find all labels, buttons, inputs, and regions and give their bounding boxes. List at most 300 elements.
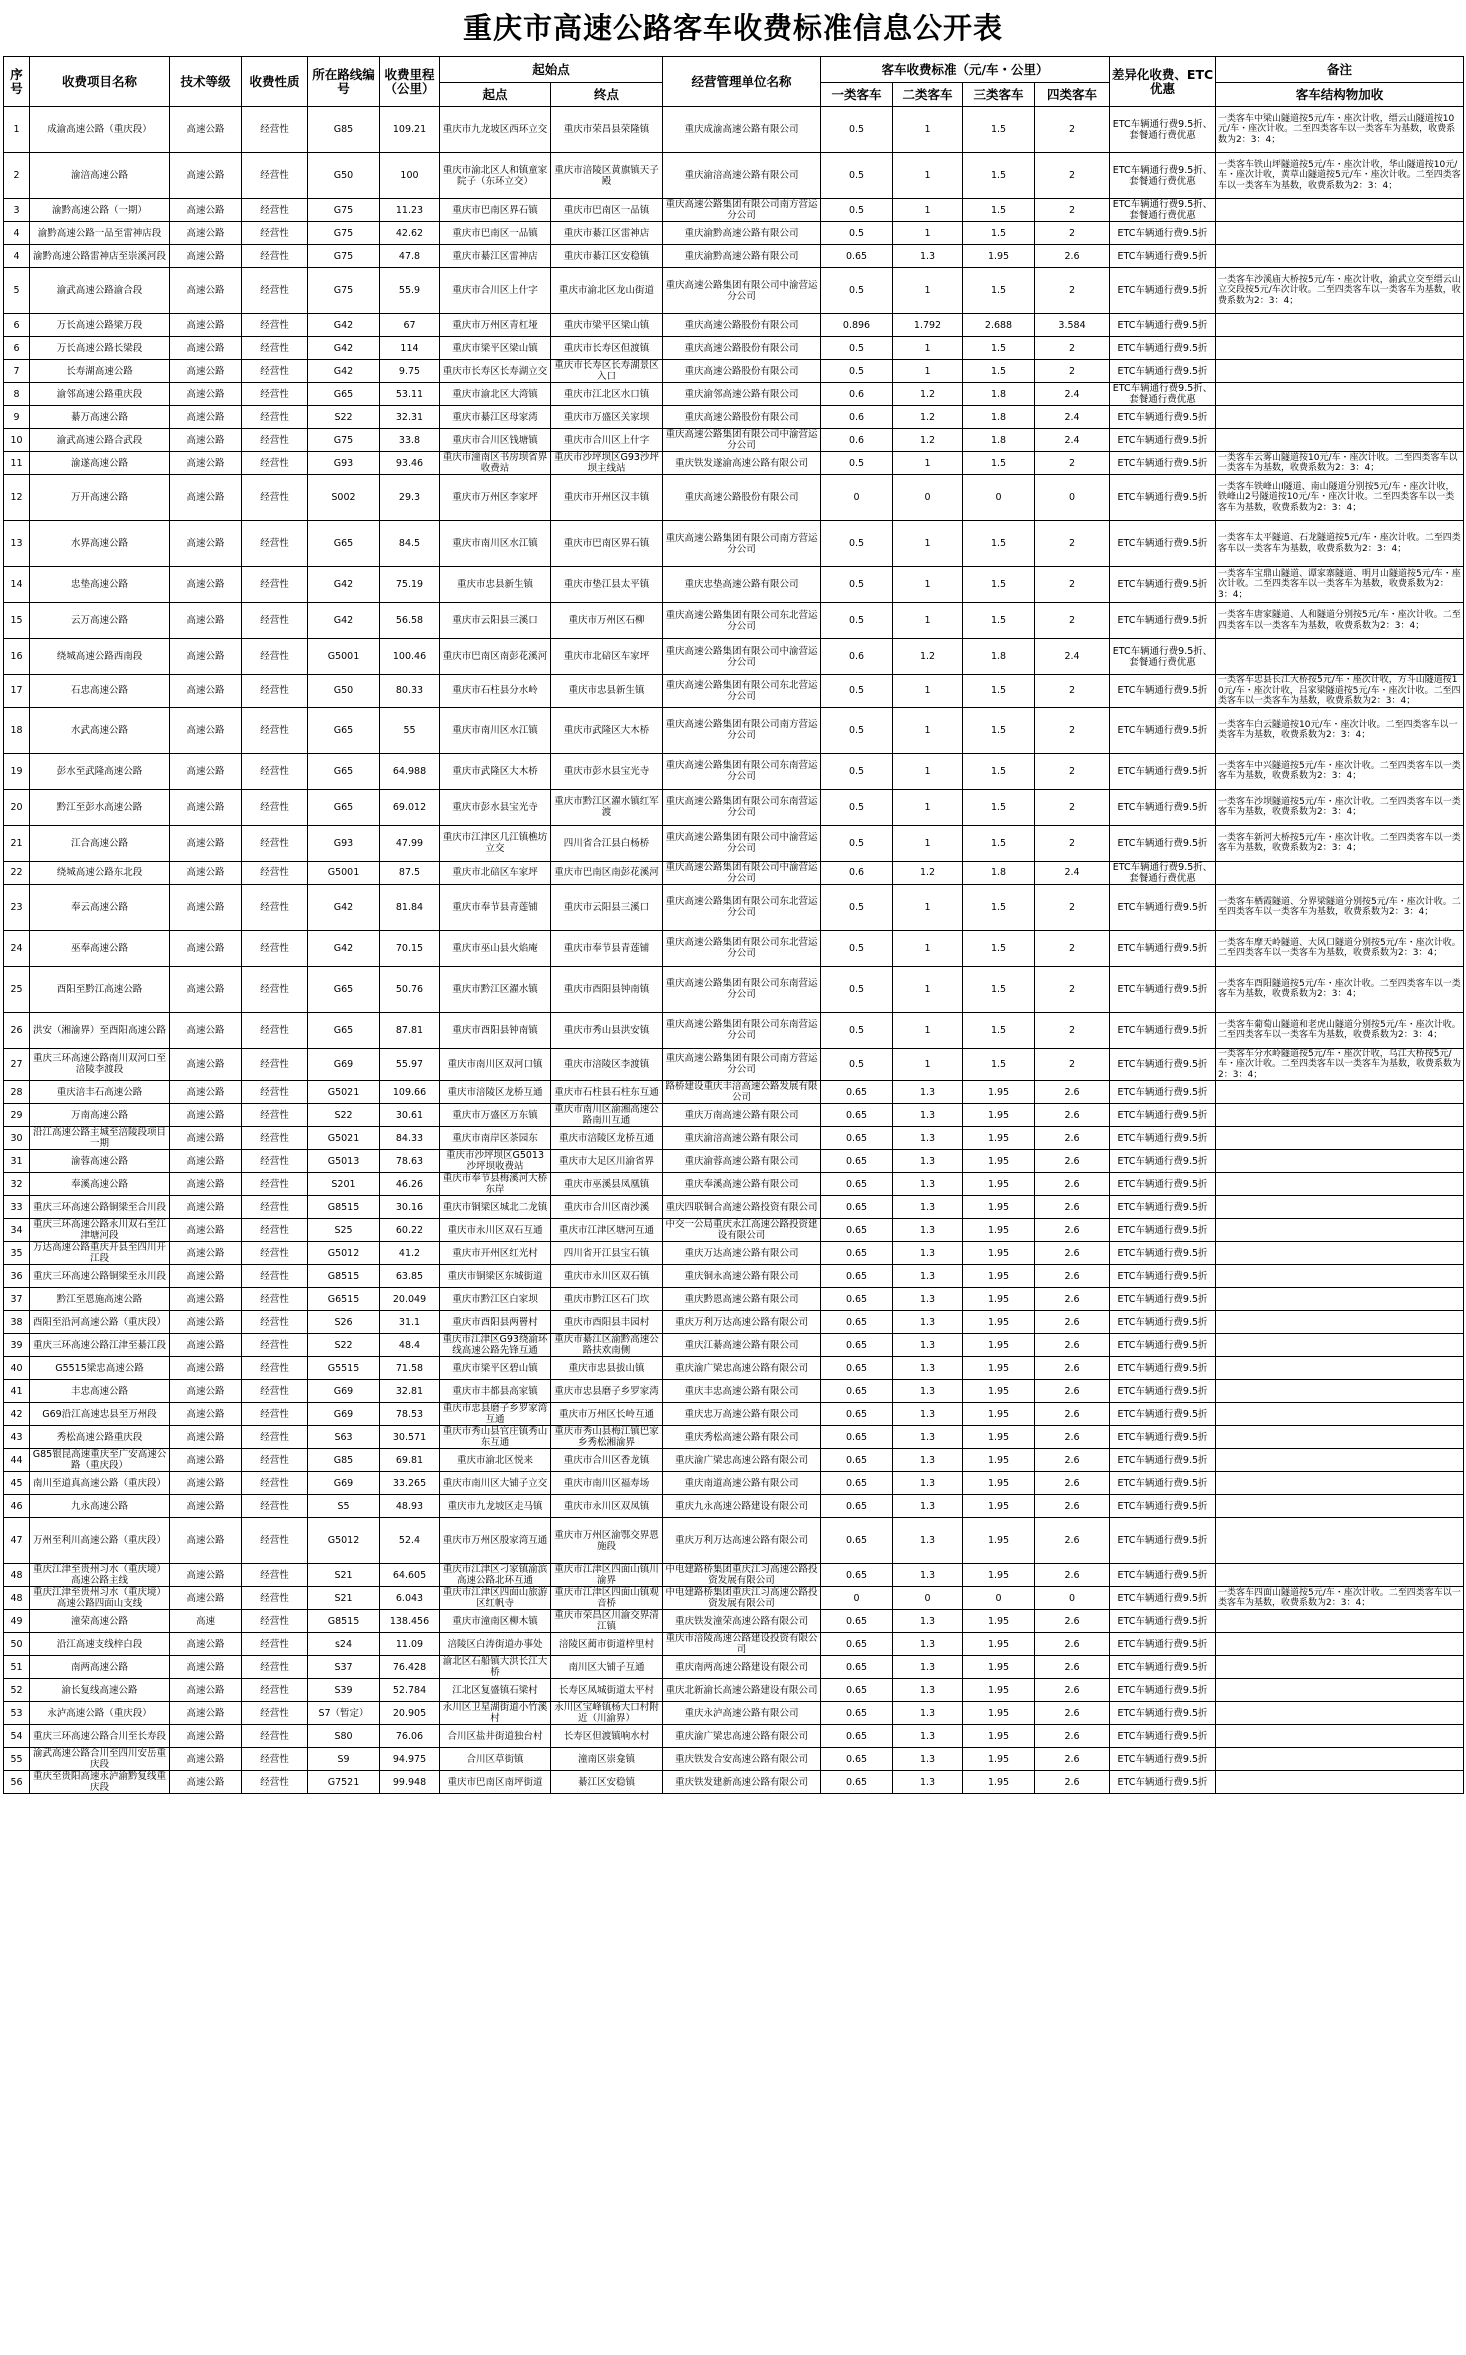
class1-fee-cell: 0.896 <box>821 314 893 337</box>
discount-cell: ETC车辆通行费9.5折、套餐通行费优惠 <box>1110 639 1216 675</box>
route-cell: G42 <box>308 337 380 360</box>
seq-cell: 33 <box>4 1196 30 1219</box>
class4-fee-cell: 2 <box>1035 707 1110 753</box>
surcharge-note-cell <box>1216 1403 1464 1426</box>
surcharge-note-cell <box>1216 1656 1464 1679</box>
name-cell: 重庆涪丰石高速公路 <box>30 1081 170 1104</box>
length-cell: 78.63 <box>380 1150 440 1173</box>
class1-fee-cell: 0.5 <box>821 268 893 314</box>
grade-cell: 高速公路 <box>170 383 242 406</box>
class3-fee-cell: 1.95 <box>963 245 1035 268</box>
length-cell: 138.456 <box>380 1610 440 1633</box>
length-cell: 32.31 <box>380 406 440 429</box>
seq-cell: 22 <box>4 861 30 884</box>
operator-cell: 中交一公局重庆永江高速公路投资建设有限公司 <box>663 1219 821 1242</box>
nature-cell: 经营性 <box>242 1196 308 1219</box>
seq-cell: 18 <box>4 707 30 753</box>
length-cell: 29.3 <box>380 475 440 521</box>
route-cell: G50 <box>308 153 380 199</box>
end-cell: 重庆市合川区香龙镇 <box>551 1449 663 1472</box>
class3-fee-cell: 1.5 <box>963 825 1035 861</box>
length-cell: 109.21 <box>380 107 440 153</box>
name-cell: 重庆三环高速公路江津至綦江段 <box>30 1334 170 1357</box>
name-cell: 秀松高速公路重庆段 <box>30 1426 170 1449</box>
nature-cell: 经营性 <box>242 1242 308 1265</box>
class4-fee-cell: 2 <box>1035 153 1110 199</box>
class3-fee-cell: 1.95 <box>963 1771 1035 1794</box>
name-cell: 黔江至恩施高速公路 <box>30 1288 170 1311</box>
table-row <box>4 1081 1464 1104</box>
class4-fee-cell: 2 <box>1035 825 1110 861</box>
grade-cell: 高速公路 <box>170 1196 242 1219</box>
route-cell: G75 <box>308 199 380 222</box>
start-cell: 重庆市江津区G93绕渝环线高速公路先锋互通 <box>440 1334 551 1357</box>
route-cell: G42 <box>308 314 380 337</box>
name-cell: 渝武高速公路渝合段 <box>30 268 170 314</box>
length-cell: 76.428 <box>380 1656 440 1679</box>
table-row <box>4 1219 1464 1242</box>
grade-cell: 高速公路 <box>170 1311 242 1334</box>
seq-cell: 28 <box>4 1081 30 1104</box>
route-cell: G65 <box>308 1012 380 1048</box>
surcharge-note-cell <box>1216 1242 1464 1265</box>
route-cell: G5013 <box>308 1150 380 1173</box>
start-cell: 重庆市江津区几江镇樵坊立交 <box>440 825 551 861</box>
name-cell: 水界高速公路 <box>30 521 170 567</box>
seq-cell: 8 <box>4 383 30 406</box>
table-row <box>4 1127 1464 1150</box>
end-cell: 重庆市江津区四面山镇观音桥 <box>551 1587 663 1610</box>
class4-fee-cell: 2.6 <box>1035 1449 1110 1472</box>
length-cell: 87.5 <box>380 861 440 884</box>
table-row <box>4 314 1464 337</box>
name-cell: 万开高速公路 <box>30 475 170 521</box>
grade-cell: 高速公路 <box>170 861 242 884</box>
length-cell: 48.4 <box>380 1334 440 1357</box>
table-row <box>4 245 1464 268</box>
class1-fee-cell: 0.65 <box>821 1288 893 1311</box>
class1-fee-cell: 0.5 <box>821 753 893 789</box>
seq-cell: 16 <box>4 639 30 675</box>
length-cell: 50.76 <box>380 966 440 1012</box>
end-cell: 重庆市巴南区一品镇 <box>551 199 663 222</box>
class2-fee-cell: 1.3 <box>893 1081 963 1104</box>
class2-fee-cell: 1 <box>893 360 963 383</box>
discount-cell: ETC车辆通行费9.5折 <box>1110 1610 1216 1633</box>
class4-fee-cell: 2.6 <box>1035 1610 1110 1633</box>
seq-cell: 48 <box>4 1587 30 1610</box>
table-row <box>4 861 1464 884</box>
grade-cell: 高速公路 <box>170 1656 242 1679</box>
seq-cell: 34 <box>4 1219 30 1242</box>
end-cell: 重庆市万盛区关家坝 <box>551 406 663 429</box>
grade-cell: 高速公路 <box>170 1357 242 1380</box>
nature-cell: 经营性 <box>242 383 308 406</box>
class3-fee-cell: 1.5 <box>963 675 1035 708</box>
class1-fee-cell: 0.5 <box>821 884 893 930</box>
discount-cell: ETC车辆通行费9.5折 <box>1110 753 1216 789</box>
class4-fee-cell: 2.6 <box>1035 1426 1110 1449</box>
name-cell: 渝涪高速公路 <box>30 153 170 199</box>
class4-fee-cell: 2 <box>1035 789 1110 825</box>
class1-fee-cell: 0.65 <box>821 1104 893 1127</box>
grade-cell: 高速公路 <box>170 603 242 639</box>
class4-fee-cell: 2.6 <box>1035 1311 1110 1334</box>
class1-fee-cell: 0.5 <box>821 567 893 603</box>
class3-fee-cell: 1.95 <box>963 1104 1035 1127</box>
grade-cell: 高速公路 <box>170 314 242 337</box>
name-cell: 万长高速公路长梁段 <box>30 337 170 360</box>
class4-fee-cell: 2.6 <box>1035 1518 1110 1564</box>
start-cell: 重庆市奉节县梅溪河大桥东岸 <box>440 1173 551 1196</box>
surcharge-note-cell <box>1216 222 1464 245</box>
nature-cell: 经营性 <box>242 789 308 825</box>
class3-fee-cell: 1.95 <box>963 1633 1035 1656</box>
start-cell: 涪陵区白涛街道办事处 <box>440 1633 551 1656</box>
class4-fee-cell: 2.6 <box>1035 1472 1110 1495</box>
class4-fee-cell: 2 <box>1035 567 1110 603</box>
class1-fee-cell: 0.65 <box>821 1679 893 1702</box>
class4-fee-cell: 2 <box>1035 337 1110 360</box>
class1-fee-cell: 0.5 <box>821 153 893 199</box>
class4-fee-cell: 2.6 <box>1035 1127 1110 1150</box>
header-discount: 差异化收费、ETC优惠 <box>1110 57 1216 107</box>
discount-cell: ETC车辆通行费9.5折 <box>1110 1012 1216 1048</box>
table-row <box>4 268 1464 314</box>
route-cell: S39 <box>308 1679 380 1702</box>
class3-fee-cell: 1.8 <box>963 861 1035 884</box>
start-cell: 永川区卫星湖街道小竹溪村 <box>440 1702 551 1725</box>
operator-cell: 重庆渝蓉高速公路有限公司 <box>663 1150 821 1173</box>
end-cell: 綦江区安稳镇 <box>551 1771 663 1794</box>
class4-fee-cell: 2.6 <box>1035 1173 1110 1196</box>
class4-fee-cell: 2 <box>1035 199 1110 222</box>
nature-cell: 经营性 <box>242 1048 308 1081</box>
table-row <box>4 1357 1464 1380</box>
name-cell: 渝武高速公路合武段 <box>30 429 170 452</box>
class1-fee-cell: 0.5 <box>821 521 893 567</box>
operator-cell: 重庆铜永高速公路有限公司 <box>663 1265 821 1288</box>
discount-cell: ETC车辆通行费9.5折 <box>1110 1495 1216 1518</box>
class3-fee-cell: 1.95 <box>963 1081 1035 1104</box>
route-cell: G5012 <box>308 1242 380 1265</box>
header-class1: 一类客车 <box>821 83 893 107</box>
surcharge-note-cell: 一类客车铁山坪隧道按5元/车・座次计收，华山隧道按10元/车・座次计收，黄草山隧道按5元/车・座次计收。二至四类客车以一类客车为基数，收费系数为2：3：4； <box>1216 153 1464 199</box>
nature-cell: 经营性 <box>242 639 308 675</box>
start-cell: 重庆市万州区李家坪 <box>440 475 551 521</box>
class1-fee-cell: 0.65 <box>821 1472 893 1495</box>
end-cell: 重庆市黔江区濯水镇红军渡 <box>551 789 663 825</box>
discount-cell: ETC车辆通行费9.5折 <box>1110 1048 1216 1081</box>
class3-fee-cell: 1.95 <box>963 1127 1035 1150</box>
name-cell: 渝长复线高速公路 <box>30 1679 170 1702</box>
nature-cell: 经营性 <box>242 475 308 521</box>
class1-fee-cell: 0.5 <box>821 930 893 966</box>
class1-fee-cell: 0.5 <box>821 675 893 708</box>
route-cell: G65 <box>308 383 380 406</box>
start-cell: 重庆市黔江区白家坝 <box>440 1288 551 1311</box>
class1-fee-cell: 0.65 <box>821 1173 893 1196</box>
nature-cell: 经营性 <box>242 521 308 567</box>
operator-cell: 重庆渝涪高速公路有限公司 <box>663 1127 821 1150</box>
name-cell: 渝邻高速公路重庆段 <box>30 383 170 406</box>
length-cell: 109.66 <box>380 1081 440 1104</box>
class3-fee-cell: 1.95 <box>963 1311 1035 1334</box>
name-cell: 沿江高速公路主城至涪陵段项目一期 <box>30 1127 170 1150</box>
name-cell: 重庆江津至贵州习水（重庆境）高速公路主线 <box>30 1564 170 1587</box>
grade-cell: 高速公路 <box>170 1633 242 1656</box>
operator-cell: 重庆丰忠高速公路有限公司 <box>663 1380 821 1403</box>
end-cell: 重庆市荣昌县荣隆镇 <box>551 107 663 153</box>
name-cell: 万长高速公路梁万段 <box>30 314 170 337</box>
surcharge-note-cell <box>1216 1633 1464 1656</box>
start-cell: 重庆市潼南区书房坝省界收费站 <box>440 452 551 475</box>
class2-fee-cell: 1.3 <box>893 1127 963 1150</box>
seq-cell: 21 <box>4 825 30 861</box>
nature-cell: 经营性 <box>242 153 308 199</box>
route-cell: G65 <box>308 966 380 1012</box>
header-class3: 三类客车 <box>963 83 1035 107</box>
class1-fee-cell: 0.65 <box>821 1518 893 1564</box>
table-row <box>4 475 1464 521</box>
end-cell: 潼南区崇龛镇 <box>551 1748 663 1771</box>
name-cell: 重庆三环高速公路南川双河口至涪陵李渡段 <box>30 1048 170 1081</box>
class2-fee-cell: 1 <box>893 153 963 199</box>
surcharge-note-cell <box>1216 1173 1464 1196</box>
class2-fee-cell: 1 <box>893 107 963 153</box>
class4-fee-cell: 2.6 <box>1035 1334 1110 1357</box>
class1-fee-cell: 0.6 <box>821 861 893 884</box>
name-cell: 万南高速公路 <box>30 1104 170 1127</box>
name-cell: 潼荣高速公路 <box>30 1610 170 1633</box>
table-row <box>4 1679 1464 1702</box>
class3-fee-cell: 1.5 <box>963 789 1035 825</box>
operator-cell: 重庆高速公路股份有限公司 <box>663 337 821 360</box>
grade-cell: 高速公路 <box>170 1702 242 1725</box>
end-cell: 重庆市忠县新生镇 <box>551 675 663 708</box>
class3-fee-cell: 1.95 <box>963 1564 1035 1587</box>
end-cell: 南川区大铺子互通 <box>551 1656 663 1679</box>
route-cell: G42 <box>308 930 380 966</box>
class3-fee-cell: 1.95 <box>963 1426 1035 1449</box>
end-cell: 重庆市石柱县石柱东互通 <box>551 1081 663 1104</box>
route-cell: G42 <box>308 567 380 603</box>
discount-cell: ETC车辆通行费9.5折、套餐通行费优惠 <box>1110 199 1216 222</box>
grade-cell: 高速公路 <box>170 1771 242 1794</box>
end-cell: 重庆市巴南区南彭花溪河 <box>551 861 663 884</box>
class2-fee-cell: 1 <box>893 966 963 1012</box>
name-cell: 石忠高速公路 <box>30 675 170 708</box>
surcharge-note-cell <box>1216 1748 1464 1771</box>
surcharge-note-cell: 一类客车唐家隧道、人和隧道分别按5元/车・座次计收。二至四类客车以一类客车为基数，收费系数为2：3：4； <box>1216 603 1464 639</box>
class4-fee-cell: 2.6 <box>1035 1748 1110 1771</box>
class3-fee-cell: 1.95 <box>963 1357 1035 1380</box>
operator-cell: 重庆高速公路集团有限公司中渝营运分公司 <box>663 825 821 861</box>
route-cell: S37 <box>308 1656 380 1679</box>
class4-fee-cell: 2 <box>1035 753 1110 789</box>
nature-cell: 经营性 <box>242 1518 308 1564</box>
surcharge-note-cell <box>1216 1449 1464 1472</box>
surcharge-note-cell <box>1216 1771 1464 1794</box>
class4-fee-cell: 0 <box>1035 475 1110 521</box>
start-cell: 重庆市巴南区南彭花溪河 <box>440 639 551 675</box>
table-row <box>4 1725 1464 1748</box>
length-cell: 100.46 <box>380 639 440 675</box>
route-cell: S201 <box>308 1173 380 1196</box>
grade-cell: 高速公路 <box>170 1150 242 1173</box>
name-cell: 重庆三环高速公路合川至长寿段 <box>30 1725 170 1748</box>
start-cell: 重庆市酉阳县两罾村 <box>440 1311 551 1334</box>
table-row <box>4 1334 1464 1357</box>
seq-cell: 52 <box>4 1679 30 1702</box>
start-cell: 重庆市忠县磨子乡罗家湾互通 <box>440 1403 551 1426</box>
class2-fee-cell: 1.3 <box>893 1656 963 1679</box>
nature-cell: 经营性 <box>242 1495 308 1518</box>
nature-cell: 经营性 <box>242 1127 308 1150</box>
end-cell: 重庆市南川区福寿场 <box>551 1472 663 1495</box>
nature-cell: 经营性 <box>242 314 308 337</box>
table-row <box>4 707 1464 753</box>
end-cell: 重庆市万州区石柳 <box>551 603 663 639</box>
class4-fee-cell: 2.6 <box>1035 1104 1110 1127</box>
nature-cell: 经营性 <box>242 1679 308 1702</box>
class3-fee-cell: 1.95 <box>963 1518 1035 1564</box>
operator-cell: 重庆高速公路集团有限公司中渝营运分公司 <box>663 268 821 314</box>
seq-cell: 50 <box>4 1633 30 1656</box>
grade-cell: 高速公路 <box>170 1288 242 1311</box>
seq-cell: 1 <box>4 107 30 153</box>
nature-cell: 经营性 <box>242 1472 308 1495</box>
discount-cell: ETC车辆通行费9.5折 <box>1110 1679 1216 1702</box>
class1-fee-cell: 0.5 <box>821 107 893 153</box>
name-cell: 酉阳至沿河高速公路（重庆段） <box>30 1311 170 1334</box>
nature-cell: 经营性 <box>242 1380 308 1403</box>
length-cell: 81.84 <box>380 884 440 930</box>
class1-fee-cell: 0.65 <box>821 1127 893 1150</box>
length-cell: 55.9 <box>380 268 440 314</box>
class1-fee-cell: 0.65 <box>821 1495 893 1518</box>
end-cell: 重庆市涪陵区李渡镇 <box>551 1048 663 1081</box>
grade-cell: 高速公路 <box>170 1518 242 1564</box>
grade-cell: 高速公路 <box>170 475 242 521</box>
length-cell: 11.23 <box>380 199 440 222</box>
nature-cell: 经营性 <box>242 1702 308 1725</box>
seq-cell: 11 <box>4 452 30 475</box>
surcharge-note-cell <box>1216 406 1464 429</box>
class1-fee-cell: 0.65 <box>821 1334 893 1357</box>
surcharge-note-cell <box>1216 1150 1464 1173</box>
class4-fee-cell: 2 <box>1035 222 1110 245</box>
class4-fee-cell: 2.6 <box>1035 245 1110 268</box>
surcharge-note-cell <box>1216 1495 1464 1518</box>
operator-cell: 重庆高速公路集团有限公司中渝营运分公司 <box>663 639 821 675</box>
name-cell: 彭水至武隆高速公路 <box>30 753 170 789</box>
class2-fee-cell: 1.2 <box>893 639 963 675</box>
class1-fee-cell: 0 <box>821 1587 893 1610</box>
operator-cell: 重庆高速公路集团有限公司东南营运分公司 <box>663 966 821 1012</box>
seq-cell: 2 <box>4 153 30 199</box>
seq-cell: 48 <box>4 1564 30 1587</box>
nature-cell: 经营性 <box>242 222 308 245</box>
end-cell: 重庆市梁平区梁山镇 <box>551 314 663 337</box>
length-cell: 31.1 <box>380 1311 440 1334</box>
table-row <box>4 107 1464 153</box>
start-cell: 重庆市巴南区南坪街道 <box>440 1771 551 1794</box>
class3-fee-cell: 1.95 <box>963 1173 1035 1196</box>
class4-fee-cell: 2 <box>1035 1048 1110 1081</box>
class4-fee-cell: 2 <box>1035 603 1110 639</box>
surcharge-note-cell <box>1216 429 1464 452</box>
discount-cell: ETC车辆通行费9.5折 <box>1110 1656 1216 1679</box>
grade-cell: 高速公路 <box>170 639 242 675</box>
route-cell: S22 <box>308 1334 380 1357</box>
class4-fee-cell: 2 <box>1035 452 1110 475</box>
name-cell: G5515梁忠高速公路 <box>30 1357 170 1380</box>
seq-cell: 47 <box>4 1518 30 1564</box>
start-cell: 渝北区石船镇大洪长江大桥 <box>440 1656 551 1679</box>
operator-cell: 中电建路桥集团重庆江习高速公路投资发展有限公司 <box>663 1564 821 1587</box>
table-row <box>4 567 1464 603</box>
table-row <box>4 789 1464 825</box>
class4-fee-cell: 2.6 <box>1035 1081 1110 1104</box>
surcharge-note-cell <box>1216 1357 1464 1380</box>
start-cell: 重庆市合川区上什字 <box>440 268 551 314</box>
grade-cell: 高速公路 <box>170 360 242 383</box>
name-cell: 黔江至彭水高速公路 <box>30 789 170 825</box>
route-cell: G65 <box>308 521 380 567</box>
start-cell: 重庆市南川区水江镇 <box>440 707 551 753</box>
name-cell: G85银昆高速重庆至广安高速公路（重庆段） <box>30 1449 170 1472</box>
surcharge-note-cell <box>1216 1196 1464 1219</box>
class3-fee-cell: 1.5 <box>963 452 1035 475</box>
seq-cell: 4 <box>4 245 30 268</box>
operator-cell: 重庆高速公路集团有限公司南方营运分公司 <box>663 1048 821 1081</box>
operator-cell: 重庆渝邻高速公路有限公司 <box>663 383 821 406</box>
class2-fee-cell: 1.3 <box>893 1219 963 1242</box>
start-cell: 重庆市南川区水江镇 <box>440 521 551 567</box>
class4-fee-cell: 2.6 <box>1035 1495 1110 1518</box>
table-row <box>4 1610 1464 1633</box>
seq-cell: 5 <box>4 268 30 314</box>
class2-fee-cell: 1.3 <box>893 1173 963 1196</box>
surcharge-note-cell <box>1216 861 1464 884</box>
length-cell: 11.09 <box>380 1633 440 1656</box>
operator-cell: 重庆铁发合安高速公路有限公司 <box>663 1748 821 1771</box>
end-cell: 重庆市开州区汉丰镇 <box>551 475 663 521</box>
nature-cell: 经营性 <box>242 1081 308 1104</box>
nature-cell: 经营性 <box>242 930 308 966</box>
route-cell: S7（暂定） <box>308 1702 380 1725</box>
length-cell: 6.043 <box>380 1587 440 1610</box>
seq-cell: 54 <box>4 1725 30 1748</box>
end-cell: 重庆市长寿区长寿湖景区入口 <box>551 360 663 383</box>
operator-cell: 重庆高速公路集团有限公司东南营运分公司 <box>663 789 821 825</box>
nature-cell: 经营性 <box>242 1334 308 1357</box>
route-cell: G42 <box>308 360 380 383</box>
surcharge-note-cell: 一类客车云雾山隧道按10元/车・座次计收。二至四类客车以一类客车为基数，收费系数为2：3：4； <box>1216 452 1464 475</box>
route-cell: S5 <box>308 1495 380 1518</box>
class2-fee-cell: 1.3 <box>893 1196 963 1219</box>
class2-fee-cell: 1.3 <box>893 1288 963 1311</box>
discount-cell: ETC车辆通行费9.5折 <box>1110 1311 1216 1334</box>
operator-cell: 重庆九永高速公路建设有限公司 <box>663 1495 821 1518</box>
table-row <box>4 1748 1464 1771</box>
nature-cell: 经营性 <box>242 452 308 475</box>
end-cell: 重庆市南川区渝湘高速公路南川互通 <box>551 1104 663 1127</box>
length-cell: 46.26 <box>380 1173 440 1196</box>
surcharge-note-cell: 一类客车沙坝隧道按5元/车・座次计收。二至四类客车以一类客车为基数，收费系数为2：3：4； <box>1216 789 1464 825</box>
table-row <box>4 675 1464 708</box>
